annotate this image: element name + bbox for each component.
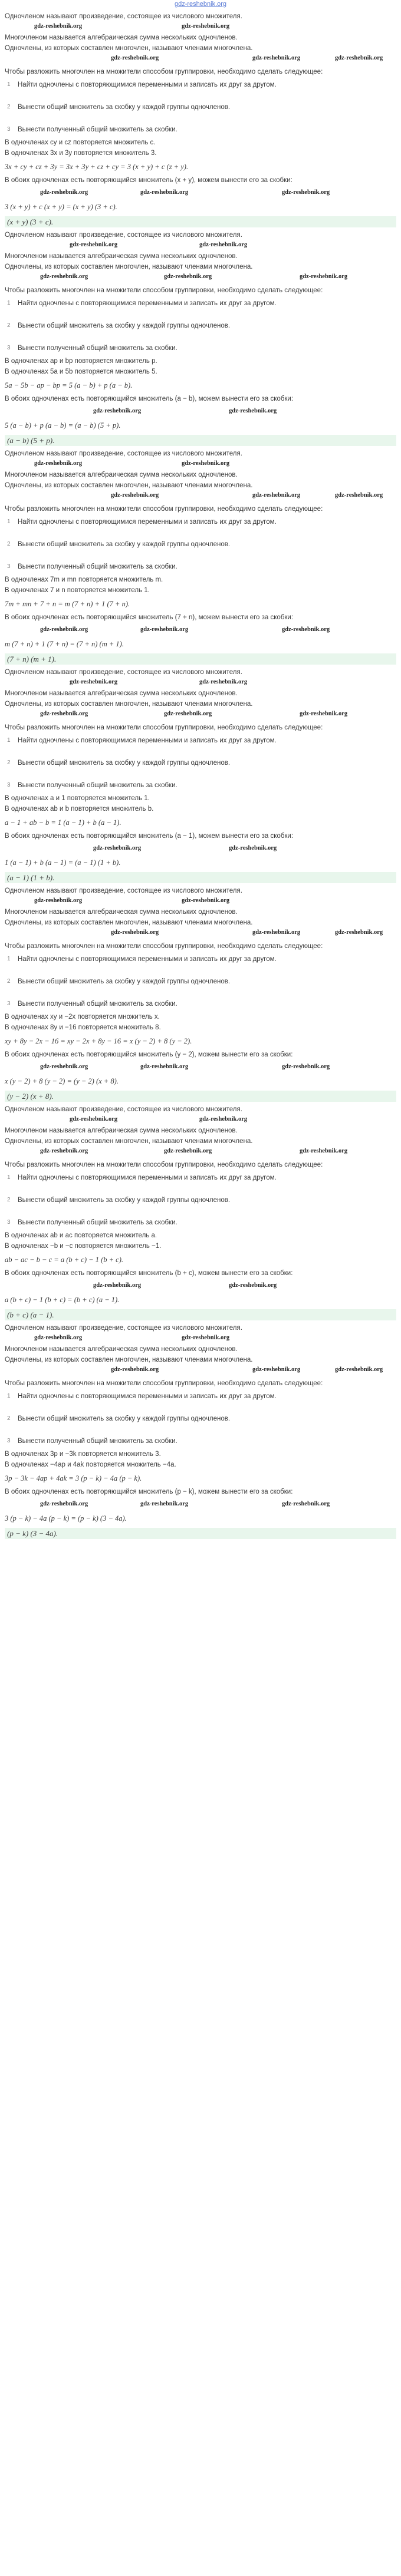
common-factor-text: В обоих одночленах есть повторяющийся множитель (7 + n), можем вынести его за скобки: — [5, 614, 294, 621]
solution-block — [5, 1105, 396, 1320]
watermark-text: gdz-reshebnik.org — [182, 460, 230, 467]
watermark-row — [5, 845, 396, 853]
step-text: Вынести полученный общий множитель за скобки. — [18, 1000, 178, 1008]
step-number: 1 — [7, 956, 11, 962]
polynomial-definition: Многочленом называется алгебраическая сумма нескольких одночленов. — [5, 34, 238, 41]
watermark-text: gdz-reshebnik.org — [40, 1501, 88, 1507]
watermark-row — [5, 189, 396, 197]
grouping-equation: 3x + cy + cz + 3y = 3x + 3y + cz + cy = 3 (x + y) + c (z + y). — [5, 163, 189, 171]
monomial-definition: Одночленом называют произведение, состоящее из числового множителя. — [5, 232, 242, 239]
grouping-equation: xy + 8y − 2x − 16 = xy − 2x + 8y − 16 = x (y − 2) + 8 (y − 2). — [5, 1037, 192, 1045]
watermark-text: gdz-reshebnik.org — [40, 626, 88, 633]
watermark-text: gdz-reshebnik.org — [140, 1064, 189, 1070]
monomial-definition: Одночленом называют произведение, состоящее из числового множителя. — [5, 669, 242, 676]
step-item — [5, 103, 396, 111]
solution-block — [5, 12, 396, 227]
watermark-row — [5, 1064, 396, 1072]
grouping-intro: Чтобы разложить многочлен на множители способом группировки, необходимо сделать следующее: — [5, 943, 323, 950]
watermark-text: gdz-reshebnik.org — [40, 1148, 88, 1154]
step-item — [5, 1000, 396, 1008]
watermark-row — [5, 1116, 396, 1124]
repeat-factor-2: В одночленах ab и b повторяется множитель b. — [5, 805, 154, 813]
watermark-text: gdz-reshebnik.org — [335, 1366, 383, 1373]
watermark-text: gdz-reshebnik.org — [199, 1116, 248, 1122]
repeat-factor-2: В одночленах 3x и 3y повторяется множитель 3. — [5, 150, 157, 157]
step-text: Вынести полученный общий множитель за скобки. — [18, 782, 178, 789]
polynomial-definition: Многочленом называется алгебраическая сумма нескольких одночленов. — [5, 1127, 238, 1134]
repeat-factor-1: В одночленах 3p и −3k повторяется множитель 3. — [5, 1451, 161, 1458]
step-number: 3 — [7, 1219, 11, 1226]
grouping-intro: Чтобы разложить многочлен на множители способом группировки, необходимо сделать следующее: — [5, 1161, 323, 1168]
watermark-text: gdz-reshebnik.org — [111, 1366, 159, 1373]
watermark-text: gdz-reshebnik.org — [229, 408, 277, 414]
watermark-text: gdz-reshebnik.org — [300, 1148, 348, 1154]
members-definition: Одночлены, из которых составлен многочлен, называют членами многочлена. — [5, 1138, 253, 1145]
factored-equation: 5 (a − b) + p (a − b) = (a − b) (5 + p). — [5, 421, 121, 430]
step-item — [5, 1437, 396, 1445]
watermark-row — [5, 1335, 396, 1343]
repeat-factor-1: В одночленах cy и cz повторяется множитель c. — [5, 139, 156, 146]
polynomial-definition: Многочленом называется алгебраическая сумма нескольких одночленов. — [5, 909, 238, 916]
monomial-definition: Одночленом называют произведение, состоящее из числового множителя. — [5, 887, 242, 894]
watermark-text: gdz-reshebnik.org — [252, 492, 301, 498]
step-item — [5, 126, 396, 134]
watermark-text: gdz-reshebnik.org — [34, 897, 83, 904]
watermark-text: gdz-reshebnik.org — [252, 1366, 301, 1373]
grouping-steps — [5, 955, 396, 1008]
watermark-text: gdz-reshebnik.org — [111, 55, 159, 61]
repeat-factor-1: В одночленах a и 1 повторяется множитель 1. — [5, 795, 150, 802]
watermark-row — [5, 626, 396, 635]
step-number: 3 — [7, 563, 11, 570]
members-definition: Одночлены, из которых составлен многочлен, называют членами многочлена. — [5, 919, 253, 926]
step-number: 2 — [7, 759, 11, 766]
watermark-row — [5, 242, 396, 250]
watermark-text: gdz-reshebnik.org — [335, 55, 383, 61]
watermark-text: gdz-reshebnik.org — [70, 1116, 118, 1122]
repeat-factor-1: В одночленах ab и ac повторяется множитель a. — [5, 1232, 157, 1239]
step-item — [5, 1218, 396, 1227]
watermark-text: gdz-reshebnik.org — [140, 626, 189, 633]
solution-block — [5, 450, 396, 665]
common-factor-text: В обоих одночленах есть повторяющийся множитель (a − 1), можем вынести его за скобки: — [5, 833, 294, 840]
step-item — [5, 1415, 396, 1423]
grouping-intro: Чтобы разложить многочлен на множители способом группировки, необходимо сделать следующее: — [5, 506, 323, 513]
watermark-text: gdz-reshebnik.org — [182, 1335, 230, 1341]
watermark-row — [5, 929, 396, 937]
answer-highlight: (p − k) (3 − 4a). — [5, 1528, 396, 1539]
step-item — [5, 1174, 396, 1182]
solution-block — [5, 668, 396, 883]
members-definition: Одночлены, из которых составлен многочлен, называют членами многочлена. — [5, 1356, 253, 1363]
step-item — [5, 1392, 396, 1401]
repeat-factor-1: В одночленах 7m и mn повторяется множитель m. — [5, 576, 163, 583]
step-text: Вынести общий множитель за скобку у каждой группы одночленов. — [18, 1415, 231, 1422]
step-text: Вынести общий множитель за скобку у каждой группы одночленов. — [18, 1197, 231, 1204]
step-number: 2 — [7, 978, 11, 985]
watermark-text: gdz-reshebnik.org — [335, 929, 383, 936]
step-item — [5, 955, 396, 963]
watermark-text: gdz-reshebnik.org — [70, 679, 118, 685]
step-item — [5, 540, 396, 549]
grouping-equation: 7m + mn + 7 + n = m (7 + n) + 1 (7 + n). — [5, 600, 130, 608]
grouping-steps — [5, 1392, 396, 1445]
watermark-text: gdz-reshebnik.org — [199, 242, 248, 248]
step-number: 1 — [7, 81, 11, 88]
answer-highlight: (x + y) (3 + c). — [5, 216, 396, 227]
watermark-row — [5, 1366, 396, 1375]
watermark-text: gdz-reshebnik.org — [252, 55, 301, 61]
members-definition: Одночлены, из которых составлен многочлен, называют членами многочлена. — [5, 263, 253, 270]
step-number: 2 — [7, 1197, 11, 1203]
grouping-steps — [5, 1174, 396, 1227]
step-text: Вынести полученный общий множитель за скобки. — [18, 563, 178, 570]
grouping-intro: Чтобы разложить многочлен на множители способом группировки, необходимо сделать следующее: — [5, 724, 323, 731]
repeat-factor-1: В одночленах xy и −2x повторяется множитель x. — [5, 1013, 160, 1021]
members-definition: Одночлены, из которых составлен многочлен, называют членами многочлена. — [5, 482, 253, 489]
monomial-definition: Одночленом называют произведение, состоящее из числового множителя. — [5, 13, 242, 20]
step-number: 2 — [7, 104, 11, 110]
step-text: Вынести полученный общий множитель за скобки. — [18, 345, 178, 352]
watermark-row — [5, 1148, 396, 1156]
repeat-factor-2: В одночленах 8y и −16 повторяется множитель 8. — [5, 1024, 161, 1031]
grouping-steps — [5, 737, 396, 790]
step-number: 3 — [7, 1438, 11, 1444]
step-text: Вынести общий множитель за скобку у каждой группы одночленов. — [18, 322, 231, 329]
step-text: Вынести общий множитель за скобку у каждой группы одночленов. — [18, 541, 231, 548]
watermark-row — [5, 679, 396, 687]
step-number: 1 — [7, 518, 11, 525]
grouping-intro: Чтобы разложить многочлен на множители способом группировки, необходимо сделать следующее: — [5, 68, 323, 75]
step-item — [5, 563, 396, 571]
watermark-text: gdz-reshebnik.org — [40, 273, 88, 280]
step-item — [5, 344, 396, 352]
watermark-text: gdz-reshebnik.org — [111, 492, 159, 498]
step-item — [5, 299, 396, 308]
factored-equation: 3 (x + y) + c (x + y) = (x + y) (3 + c). — [5, 203, 117, 211]
polynomial-definition: Многочленом называется алгебраическая сумма нескольких одночленов. — [5, 471, 238, 478]
answer-highlight: (a − 1) (1 + b). — [5, 872, 396, 883]
watermark-text: gdz-reshebnik.org — [229, 845, 277, 851]
watermark-text: gdz-reshebnik.org — [300, 273, 348, 280]
polynomial-definition: Многочленом называется алгебраическая сумма нескольких одночленов. — [5, 253, 238, 260]
watermark-text: gdz-reshebnik.org — [70, 242, 118, 248]
factored-equation: x (y − 2) + 8 (y − 2) = (y − 2) (x + 8). — [5, 1077, 119, 1085]
watermark-row — [5, 711, 396, 719]
repeat-factor-2: В одночленах −b и −c повторяется множитель −1. — [5, 1243, 162, 1250]
step-text: Вынести полученный общий множитель за скобки. — [18, 126, 178, 133]
watermark-text: gdz-reshebnik.org — [282, 189, 330, 196]
repeat-factor-1: В одночленах ap и bp повторяется множитель p. — [5, 358, 157, 365]
step-text: Найти одночлены с повторяющимися переменными и записать их друг за другом. — [18, 1174, 277, 1181]
watermark-row — [5, 492, 396, 500]
monomial-definition: Одночленом называют произведение, состоящее из числового множителя. — [5, 1106, 242, 1113]
watermark-text: gdz-reshebnik.org — [300, 711, 348, 717]
watermark-text: gdz-reshebnik.org — [93, 1282, 142, 1289]
step-number: 1 — [7, 1393, 11, 1399]
repeat-factor-2: В одночленах 7 и n повторяется множитель 1. — [5, 587, 150, 594]
watermark-row — [5, 460, 396, 468]
watermark-text: gdz-reshebnik.org — [140, 1501, 189, 1507]
common-factor-text: В обоих одночленах есть повторяющийся множитель (b + c), можем вынести его за скобки: — [5, 1270, 293, 1277]
step-number: 1 — [7, 737, 11, 744]
step-number: 3 — [7, 1000, 11, 1007]
members-definition: Одночлены, из которых составлен многочлен, называют членами многочлена. — [5, 45, 253, 52]
watermark-text: gdz-reshebnik.org — [182, 897, 230, 904]
step-number: 2 — [7, 541, 11, 547]
watermark-row — [5, 55, 396, 63]
monomial-definition: Одночленом называют произведение, состоящее из числового множителя. — [5, 1325, 242, 1332]
factored-equation: a (b + c) − 1 (b + c) = (b + c) (a − 1). — [5, 1296, 120, 1304]
solution-document — [0, 12, 401, 1539]
solution-block — [5, 1324, 396, 1539]
solution-block — [5, 231, 396, 446]
watermark-text: gdz-reshebnik.org — [164, 711, 212, 717]
grouping-steps — [5, 81, 396, 134]
watermark-text: gdz-reshebnik.org — [40, 189, 88, 196]
step-number: 3 — [7, 126, 11, 133]
grouping-equation: 3p − 3k − 4ap + 4ak = 3 (p − k) − 4a (p − k). — [5, 1474, 142, 1482]
step-text: Вынести общий множитель за скобку у каждой группы одночленов. — [18, 104, 231, 111]
step-number: 1 — [7, 1174, 11, 1181]
step-item — [5, 737, 396, 745]
answer-highlight: (y − 2) (x + 8). — [5, 1091, 396, 1102]
polynomial-definition: Многочленом называется алгебраическая сумма нескольких одночленов. — [5, 1346, 238, 1353]
step-number: 2 — [7, 322, 11, 329]
step-text: Вынести полученный общий множитель за скобки. — [18, 1219, 178, 1226]
answer-highlight: (7 + n) (m + 1). — [5, 653, 396, 665]
step-text: Найти одночлены с повторяющимися переменными и записать их друг за другом. — [18, 1393, 277, 1400]
watermark-text: gdz-reshebnik.org — [40, 711, 88, 717]
step-number: 1 — [7, 300, 11, 306]
solution-block — [5, 887, 396, 1102]
common-factor-text: В обоих одночленах есть повторяющийся множитель (a − b), можем вынести его за скобки: — [5, 395, 294, 402]
watermark-text: gdz-reshebnik.org — [164, 1148, 212, 1154]
grouping-equation: ab − ac − b − c = a (b + c) − 1 (b + c). — [5, 1256, 124, 1264]
watermark-text: gdz-reshebnik.org — [34, 460, 83, 467]
step-item — [5, 781, 396, 790]
step-number: 3 — [7, 345, 11, 351]
step-item — [5, 1196, 396, 1204]
step-text: Найти одночлены с повторяющимися переменными и записать их друг за другом. — [18, 81, 277, 88]
grouping-intro: Чтобы разложить многочлен на множители способом группировки, необходимо сделать следующее: — [5, 1380, 323, 1387]
watermark-text: gdz-reshebnik.org — [282, 1064, 330, 1070]
step-item — [5, 759, 396, 767]
grouping-equation: a − 1 + ab − b = 1 (a − 1) + b (a − 1). — [5, 818, 121, 827]
watermark-text: gdz-reshebnik.org — [335, 492, 383, 498]
grouping-intro: Чтобы разложить многочлен на множители способом группировки, необходимо сделать следующее: — [5, 287, 323, 294]
step-item — [5, 81, 396, 89]
watermark-text: gdz-reshebnik.org — [34, 1335, 83, 1341]
watermark-text: gdz-reshebnik.org — [93, 845, 142, 851]
step-item — [5, 322, 396, 330]
step-text: Найти одночлены с повторяющимися переменными и записать их друг за другом. — [18, 737, 277, 744]
watermark-row — [5, 408, 396, 416]
site-link[interactable]: gdz-reshebnik.org — [174, 1, 227, 8]
step-text: Найти одночлены с повторяющимися переменными и записать их друг за другом. — [18, 956, 277, 963]
watermark-row — [5, 23, 396, 31]
watermark-text: gdz-reshebnik.org — [282, 626, 330, 633]
step-item — [5, 518, 396, 526]
watermark-row — [5, 897, 396, 906]
polynomial-definition: Многочленом называется алгебраическая сумма нескольких одночленов. — [5, 690, 238, 697]
watermark-text: gdz-reshebnik.org — [282, 1501, 330, 1507]
answer-highlight: (b + c) (a − 1). — [5, 1309, 396, 1320]
watermark-text: gdz-reshebnik.org — [93, 408, 142, 414]
common-factor-text: В обоих одночленах есть повторяющийся множитель (p − k), можем вынести его за скобки: — [5, 1488, 293, 1495]
watermark-text: gdz-reshebnik.org — [164, 273, 212, 280]
step-text: Вынести общий множитель за скобку у каждой группы одночленов. — [18, 978, 231, 985]
watermark-text: gdz-reshebnik.org — [229, 1282, 277, 1289]
watermark-row — [5, 1501, 396, 1509]
watermark-row — [5, 1282, 396, 1290]
monomial-definition: Одночленом называют произведение, состоящее из числового множителя. — [5, 450, 242, 457]
factored-equation: 1 (a − 1) + b (a − 1) = (a − 1) (1 + b). — [5, 858, 121, 867]
common-factor-text: В обоих одночленах есть повторяющийся множитель (x + y), можем вынести его за скобки: — [5, 177, 292, 184]
watermark-text: gdz-reshebnik.org — [252, 929, 301, 936]
watermark-text: gdz-reshebnik.org — [182, 23, 230, 29]
grouping-steps — [5, 299, 396, 352]
members-definition: Одночлены, из которых составлен многочлен, называют членами многочлена. — [5, 701, 253, 708]
repeat-factor-2: В одночленах −4ap и 4ak повторяется множитель −4a. — [5, 1461, 176, 1468]
factored-equation: 3 (p − k) − 4a (p − k) = (p − k) (3 − 4a). — [5, 1514, 127, 1523]
step-text: Найти одночлены с повторяющимися переменными и записать их друг за другом. — [18, 300, 277, 307]
watermark-text: gdz-reshebnik.org — [111, 929, 159, 936]
common-factor-text: В обоих одночленах есть повторяющийся множитель (y − 2), можем вынести его за скобки: — [5, 1051, 293, 1058]
watermark-row — [5, 273, 396, 282]
grouping-equation: 5a − 5b − ap − bp = 5 (a − b) + p (a − b). — [5, 381, 133, 389]
watermark-text: gdz-reshebnik.org — [199, 679, 248, 685]
step-number: 2 — [7, 1415, 11, 1422]
answer-highlight: (a − b) (5 + p). — [5, 435, 396, 446]
watermark-text: gdz-reshebnik.org — [140, 189, 189, 196]
step-number: 3 — [7, 782, 11, 788]
watermark-text: gdz-reshebnik.org — [40, 1064, 88, 1070]
factored-equation: m (7 + n) + 1 (7 + n) = (7 + n) (m + 1). — [5, 640, 124, 648]
repeat-factor-2: В одночленах 5a и 5b повторяется множитель 5. — [5, 368, 157, 375]
step-text: Найти одночлены с повторяющимися переменными и записать их друг за другом. — [18, 518, 277, 526]
step-text: Вынести общий множитель за скобку у каждой группы одночленов. — [18, 759, 231, 767]
watermark-text: gdz-reshebnik.org — [34, 23, 83, 29]
step-item — [5, 977, 396, 986]
grouping-steps — [5, 518, 396, 571]
step-text: Вынести полученный общий множитель за скобки. — [18, 1438, 178, 1445]
